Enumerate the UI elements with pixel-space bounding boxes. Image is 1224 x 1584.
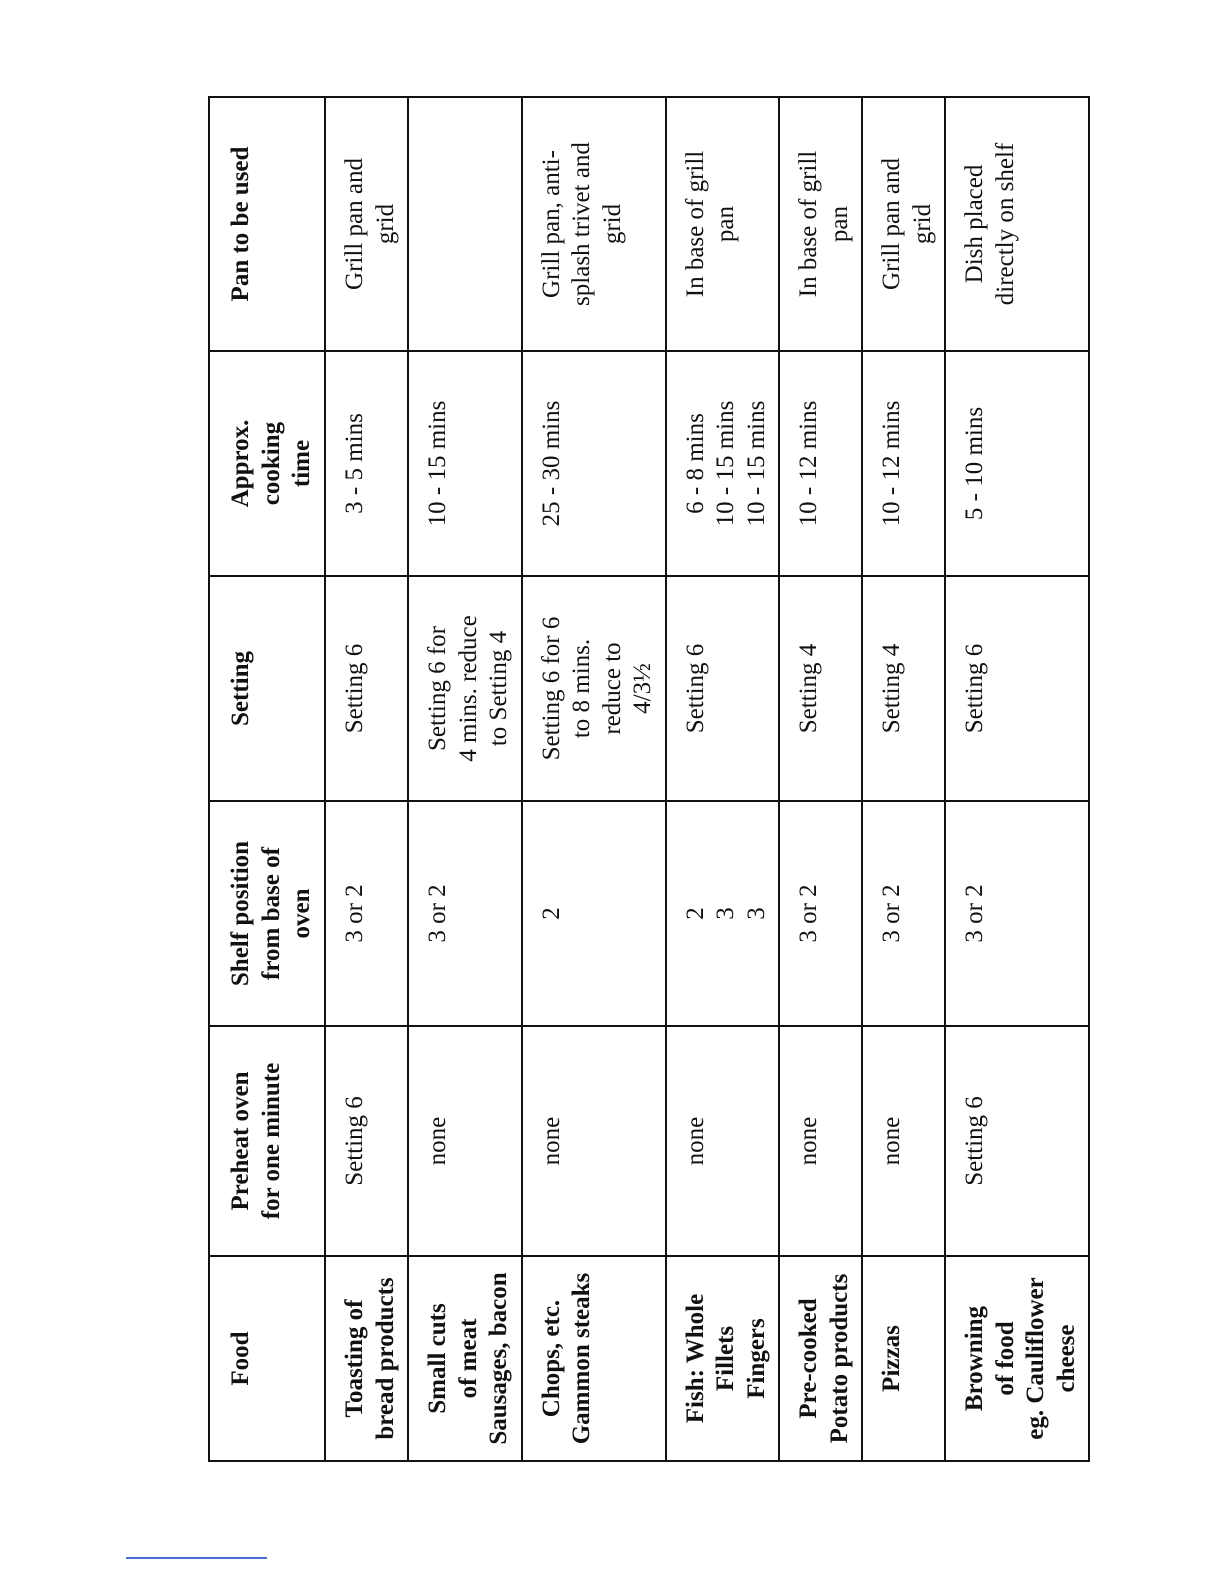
cell-line: of food — [991, 1321, 1019, 1396]
shelf-cell — [408, 801, 522, 1026]
cell-line: Setting 6 — [341, 643, 368, 734]
cell-line: Setting 6 — [681, 643, 709, 734]
header-food — [209, 1256, 325, 1461]
pan-cell — [408, 97, 522, 351]
preheat-cell — [862, 1026, 945, 1256]
cell-line: Small cuts — [424, 1303, 451, 1414]
cell-line: 10 - 15 mins — [712, 400, 739, 527]
pan-cell — [779, 97, 862, 351]
pan-cell — [945, 97, 1089, 351]
cell-line: eg. Cauliflower — [1022, 1277, 1049, 1440]
cell-line: Pizzas — [878, 1325, 905, 1392]
header-time — [209, 351, 325, 576]
cell-line: pan — [825, 205, 853, 243]
grilling-chart-table — [208, 96, 1090, 1462]
cell-line: Grill pan, anti- — [537, 150, 565, 298]
time-cell — [325, 351, 408, 576]
table-rotator — [208, 98, 1086, 1462]
food-cell — [522, 1256, 666, 1461]
cell-line: directly on shelf — [991, 142, 1019, 306]
time-cell — [945, 351, 1089, 576]
header-line: for one minute — [257, 1062, 285, 1220]
setting-cell — [945, 576, 1089, 801]
cell-line: Setting 6 for 6 — [537, 616, 565, 761]
cell-line: Potato products — [825, 1273, 853, 1444]
preheat-cell — [945, 1026, 1089, 1256]
setting-cell — [325, 576, 408, 801]
cell-line: 4/3½ — [629, 663, 656, 714]
cell-line: 3 or 2 — [795, 884, 822, 943]
cell-line: none — [878, 1116, 905, 1166]
cell-line: 3 - 5 mins — [341, 413, 368, 514]
preheat-cell — [325, 1026, 408, 1256]
header-row — [209, 97, 325, 1461]
cell-line: 10 - 15 mins — [424, 400, 451, 527]
cell-line: 10 - 12 mins — [795, 400, 822, 527]
food-cell — [666, 1256, 780, 1461]
setting-cell — [666, 576, 780, 801]
preheat-cell — [522, 1026, 666, 1256]
table-row — [325, 97, 408, 1461]
table-row — [862, 97, 945, 1461]
cell-line: 3 — [712, 907, 739, 920]
footnote-rule — [126, 1557, 267, 1559]
setting-cell — [779, 576, 862, 801]
header-line: Pan to be used — [227, 146, 254, 302]
table-body — [325, 97, 1089, 1461]
cell-line: 10 - 12 mins — [878, 400, 905, 527]
cell-line: none — [424, 1116, 451, 1166]
header-line: cooking — [257, 421, 285, 506]
table-row — [522, 97, 666, 1461]
cell-line: grid — [908, 203, 936, 245]
table-row — [779, 97, 862, 1461]
cell-line: cheese — [1052, 1324, 1080, 1393]
table-row — [408, 97, 522, 1461]
preheat-cell — [779, 1026, 862, 1256]
cell-line: Setting 4 — [795, 643, 822, 734]
time-cell — [666, 351, 780, 576]
time-cell — [408, 351, 522, 576]
cell-line: Setting 4 — [878, 643, 905, 734]
cell-line: In base of grill — [681, 150, 709, 298]
header-preheat — [209, 1026, 325, 1256]
pan-cell — [325, 97, 408, 351]
shelf-cell — [862, 801, 945, 1026]
grilling-table-container — [208, 98, 1086, 1462]
cell-line: to 8 mins. — [568, 638, 595, 739]
setting-cell — [862, 576, 945, 801]
cell-line: Toasting of — [341, 1299, 368, 1418]
header-pan — [209, 97, 325, 351]
setting-cell — [522, 576, 666, 801]
table-row — [945, 97, 1089, 1461]
cell-line: Setting 6 for — [424, 626, 451, 751]
cell-line: 3 — [742, 907, 770, 920]
cell-line: 4 mins. reduce — [454, 615, 482, 762]
cell-line: Pre-cooked — [795, 1298, 822, 1419]
food-cell — [945, 1256, 1089, 1461]
cell-line: pan — [712, 205, 739, 243]
shelf-cell — [666, 801, 780, 1026]
cell-line: Setting 6 — [961, 643, 988, 734]
header-shelf — [209, 801, 325, 1026]
cell-line: Grill pan and — [341, 158, 368, 290]
cell-line: Fillets — [712, 1325, 739, 1392]
header-line: Preheat oven — [227, 1071, 254, 1211]
cell-line: to Setting 4 — [485, 630, 512, 747]
cell-line: Dish placed — [961, 164, 988, 284]
table-row — [666, 97, 780, 1461]
cell-line: Fingers — [742, 1318, 770, 1399]
cell-line: Grill pan and — [878, 158, 905, 290]
cell-line: 3 or 2 — [341, 884, 368, 943]
time-cell — [862, 351, 945, 576]
header-setting — [209, 576, 325, 801]
food-cell — [408, 1256, 522, 1461]
cell-line: In base of grill — [795, 150, 822, 298]
shelf-cell — [325, 801, 408, 1026]
cell-line: 2 — [537, 907, 565, 920]
cell-line: of meat — [454, 1318, 482, 1399]
shelf-cell — [945, 801, 1089, 1026]
header-line: time — [288, 439, 315, 488]
cell-line: 6 - 8 mins — [681, 413, 709, 514]
setting-cell — [408, 576, 522, 801]
shelf-cell — [779, 801, 862, 1026]
pan-cell — [862, 97, 945, 351]
pan-cell — [522, 97, 666, 351]
cell-line: 2 — [681, 907, 709, 920]
header-line: oven — [288, 888, 315, 939]
pan-cell — [666, 97, 780, 351]
header-line: from base of — [257, 847, 285, 980]
header-line: Shelf position — [227, 840, 254, 987]
cell-line: Browning — [961, 1305, 988, 1412]
cell-line: none — [537, 1116, 565, 1166]
header-line: Setting — [227, 651, 254, 726]
header-line: Approx. — [227, 419, 254, 508]
cell-line: 3 or 2 — [424, 884, 451, 943]
cell-line: 3 or 2 — [878, 884, 905, 943]
preheat-cell — [666, 1026, 780, 1256]
cell-line: 10 - 15 mins — [742, 400, 770, 527]
cell-line: Gammon steaks — [568, 1272, 595, 1445]
cell-line: none — [795, 1116, 822, 1166]
header-line: Food — [227, 1331, 254, 1386]
cell-line: Setting 6 — [341, 1096, 368, 1186]
time-cell — [779, 351, 862, 576]
food-cell — [779, 1256, 862, 1461]
cell-line: Setting 6 — [961, 1096, 988, 1186]
cell-line: Sausages, bacon — [485, 1272, 512, 1445]
time-cell — [522, 351, 666, 576]
preheat-cell — [408, 1026, 522, 1256]
cell-line: 25 - 30 mins — [537, 400, 565, 527]
cell-line: splash trivet and — [568, 142, 595, 306]
cell-line: 5 - 10 mins — [961, 406, 988, 521]
cell-line: grid — [371, 203, 399, 245]
cell-line: Fish: Whole — [681, 1293, 709, 1424]
cell-line: 3 or 2 — [961, 884, 988, 943]
food-cell — [862, 1256, 945, 1461]
food-cell — [325, 1256, 408, 1461]
cell-line: Chops, etc. — [537, 1299, 565, 1418]
cell-line: reduce to — [598, 642, 626, 735]
cell-line: none — [681, 1116, 709, 1166]
shelf-cell — [522, 801, 666, 1026]
cell-line: grid — [598, 203, 626, 245]
cell-line: bread products — [371, 1277, 399, 1440]
